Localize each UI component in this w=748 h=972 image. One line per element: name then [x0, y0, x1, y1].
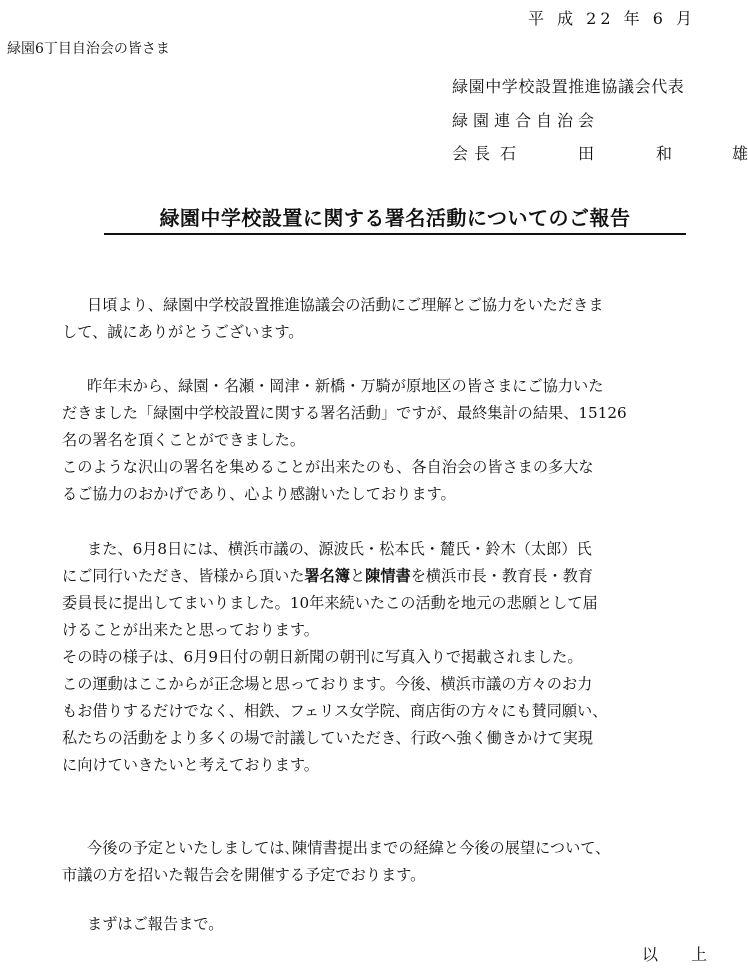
sender-name-char: 田	[578, 144, 595, 163]
paragraph-signature-result	[62, 373, 710, 508]
text-line: このような沢山の署名を集めることが出来たのも、各自治会の皆さまの多大な	[62, 458, 594, 476]
sender-association: 緑園連合自治会	[452, 111, 600, 130]
sender-name-char: 和	[656, 144, 673, 163]
text-line: 市議の方を招いた報告会を開催する予定でおります。	[62, 866, 426, 884]
text-line: その時の様子は、6月9日付の朝日新聞の朝刊に写真入りで掲載されました。	[62, 648, 583, 666]
closing-mark: 以 上	[642, 945, 722, 964]
text-line: に向けていきたいと考えております。	[62, 756, 319, 774]
text-line: また、6月8日には、横浜市議の、源波氏・松本氏・麓氏・鈴木（太郎）氏	[87, 540, 592, 558]
paragraph-petition-submission	[62, 536, 710, 779]
text-line	[62, 563, 710, 590]
sender-name-char: 雄	[732, 144, 748, 163]
text-line: 日頃より、緑園中学校設置推進協議会の活動にご理解とご協力をいただきま	[87, 296, 604, 314]
text-line: 昨年末から、緑園・名瀬・岡津・新橋・万騎が原地区の皆さまにご協力いた	[87, 377, 604, 395]
paragraph-future-plans	[62, 835, 710, 889]
text-segment: と	[349, 567, 366, 585]
text-line: 私たちの活動をより多くの場で討議していただき、行政へ強く働きかけて実現	[62, 729, 593, 747]
text-line: るご協力のおかげであり、心より感謝いたしております。	[62, 485, 456, 503]
text-line: けることが出来たと思っております。	[62, 621, 319, 639]
text-line: この運動はここからが正念場と思っております。今後、横浜市議の方々のお力	[62, 675, 593, 693]
paragraph-closing-remark	[62, 911, 710, 938]
text-line: 今後の予定といたしましては､陳情書提出までの経緯と今後の展望について、	[87, 839, 611, 857]
sender-organization: 緑園中学校設置推進協議会代表	[452, 77, 685, 96]
document-title	[104, 202, 686, 235]
text-line: して、誠にありがとうございます。	[62, 323, 304, 341]
text-line: まずはご報告まで。	[87, 915, 224, 933]
text-line: 委員長に提出してまいりました。10年来続いたこの活動を地元の悲願として届	[62, 594, 598, 612]
bold-term-petition: 陳情書	[365, 567, 411, 585]
sender-role: 会長	[452, 144, 497, 163]
text-line: 名の署名を頂くことができました。	[62, 431, 305, 449]
sender-name-line	[452, 141, 748, 164]
title-text: 緑園中学校設置に関する署名活動についてのご報告	[159, 206, 631, 230]
addressee: 緑園6丁目自治会の皆さま	[7, 41, 170, 57]
sender-name-char: 石	[500, 144, 517, 163]
text-segment: を横浜市長・教育長・教育	[410, 567, 593, 585]
bold-term-signature-book: 署名簿	[304, 567, 350, 585]
document-date: 平 成 22 年 6 月	[528, 9, 696, 28]
text-line: もお借りするだけでなく、相鉄、フェリス女学院、商店街の方々にも賛同願い、	[62, 702, 608, 720]
paragraph-greeting	[62, 292, 710, 346]
text-line: だきました「緑園中学校設置に関する署名活動」ですが、最終集計の結果、15126	[62, 404, 627, 422]
text-segment: にご同行いただき、皆様から頂いた	[62, 567, 305, 585]
